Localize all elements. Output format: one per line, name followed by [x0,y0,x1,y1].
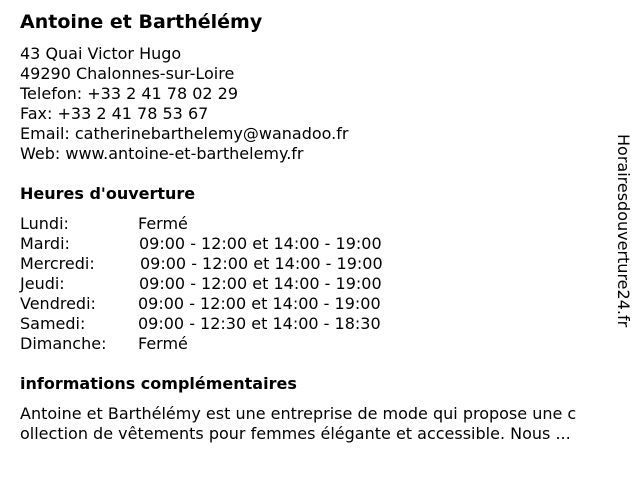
hours-row-friday [20,294,440,314]
email-address: Email: catherinebarthelemy@wanadoo.fr [20,124,349,143]
day-label: Lundi: [20,214,69,233]
day-label: Vendredi: [20,294,96,313]
opening-hours-table [20,214,440,354]
day-label: Dimanche: [20,334,107,353]
hours-value: 09:00 - 12:00 et 14:00 - 19:00 [140,254,383,273]
hours-value: Fermé [138,334,188,353]
hours-row-wednesday [20,254,440,274]
hours-value: Fermé [138,214,188,233]
day-label: Samedi: [20,314,86,333]
website-address: Web: www.antoine-et-barthelemy.fr [20,144,304,163]
postal-city: 49290 Chalonnes-sur-Loire [20,64,235,83]
hours-row-thursday [20,274,440,294]
street-address: 43 Quai Victor Hugo [20,44,182,63]
phone-number: Telefon: +33 2 41 78 02 29 [20,84,239,103]
hours-row-sunday [20,334,440,354]
business-description [20,404,620,444]
hours-value: 09:00 - 12:00 et 14:00 - 19:00 [139,274,382,293]
hours-row-tuesday [20,234,440,254]
hours-value: 09:00 - 12:00 et 14:00 - 19:00 [138,294,381,313]
watermark-text: Horairesdouverture24.fr [614,134,633,328]
day-label: Jeudi: [20,274,65,293]
additional-info-heading: informations complémentaires [20,374,297,393]
description-line: ollection de vêtements pour femmes élégante et accessible. Nous ... [20,424,571,443]
description-line: Antoine et Barthélémy est une entreprise de mode qui propose une c [20,404,577,423]
opening-hours-heading: Heures d'ouverture [20,184,196,203]
hours-row-monday [20,214,440,234]
contact-block [20,44,348,164]
fax-number: Fax: +33 2 41 78 53 67 [20,104,209,123]
hours-value: 09:00 - 12:00 et 14:00 - 19:00 [139,234,382,253]
day-label: Mercredi: [20,254,95,273]
day-label: Mardi: [20,234,70,253]
business-name: Antoine et Barthélémy [20,11,263,33]
watermark [612,134,634,374]
hours-row-saturday [20,314,440,334]
hours-value: 09:00 - 12:30 et 14:00 - 18:30 [138,314,381,333]
